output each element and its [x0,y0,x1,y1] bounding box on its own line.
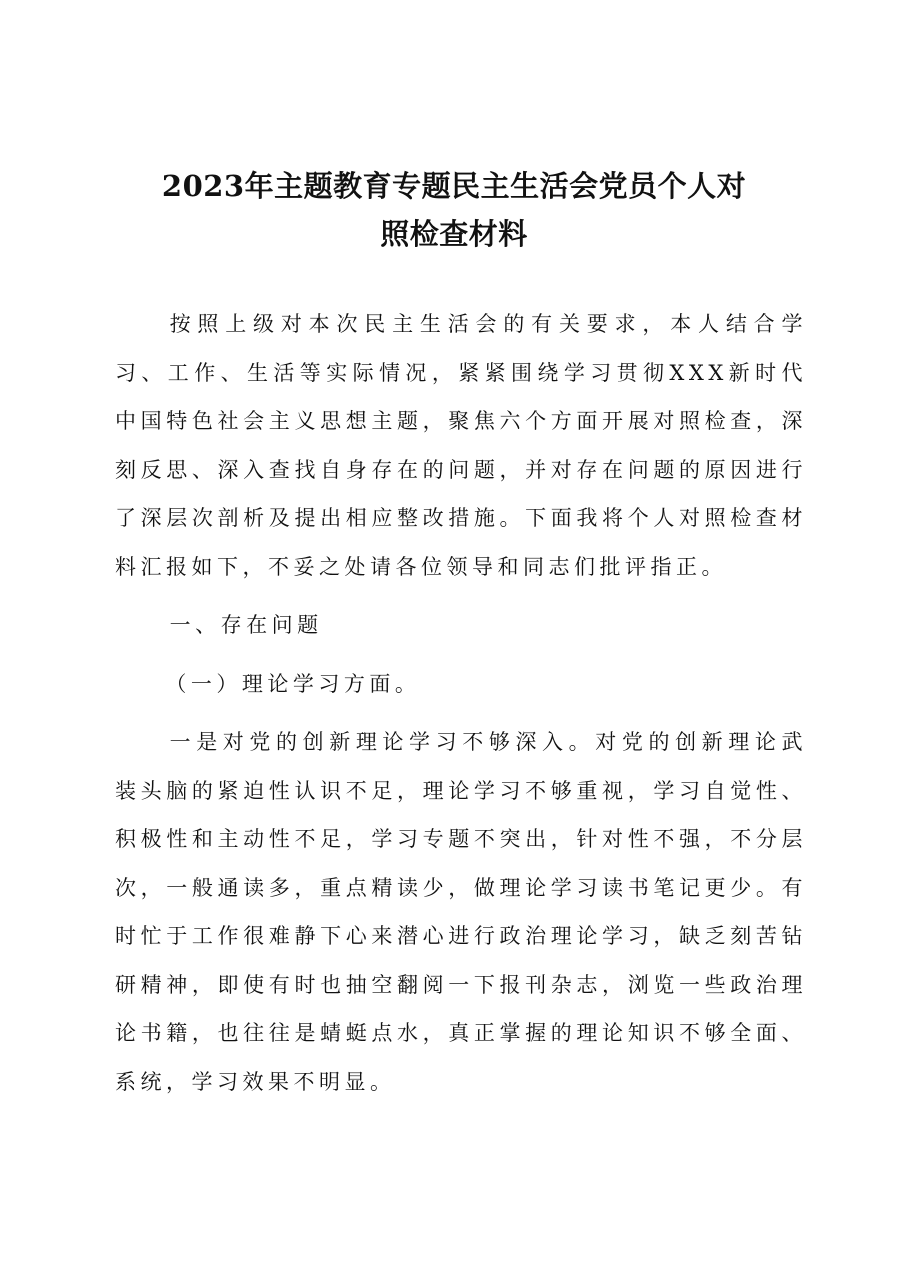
document-title [112,162,796,258]
title-line-2: 照检查材料 [380,217,528,251]
intro-paragraph: 按照上级对本次民主生活会的有关要求，本人结合学习、工作、生活等实际情况，紧紧围绕学习贯彻XXX新时代中国特色社会主义思想主题，聚焦六个方面开展对照检查，深刻反思、深入查找自身存在的问题，并对存在问题的原因进行了深层次剖析及提出相应整改措施。下面我将个人对照检查材料汇报如下，不妥之处请各位领导和同志们批评指正。 [115,312,807,579]
document-body [115,300,807,1116]
section-heading-problems: 一、存在问题 [169,613,323,637]
subsection-heading-theory-study: （一）理论学习方面。 [165,671,421,696]
title-line-1: 2023年主题教育专题民主生活会党员个人对 [161,169,747,203]
point-paragraph-1: 一是对党的创新理论学习不够深入。对党的创新理论武装头脑的紧迫性认识不足，理论学习不够重视，学习自觉性、积极性和主动性不足，学习专题不突出，针对性不强，不分层次，一般通读多，重点精读少，做理论学习读书笔记更少。有时忙于工作很难静下心来潜心进行政治理论学习，缺乏刻苦钻研精神，即使有时也抽空翻阅一下报刊杂志，浏览一些政治理论书籍，也往往是蜻蜓点水，真正掌握的理论知识不够全面、系统，学习效果不明显。 [115,730,807,1094]
